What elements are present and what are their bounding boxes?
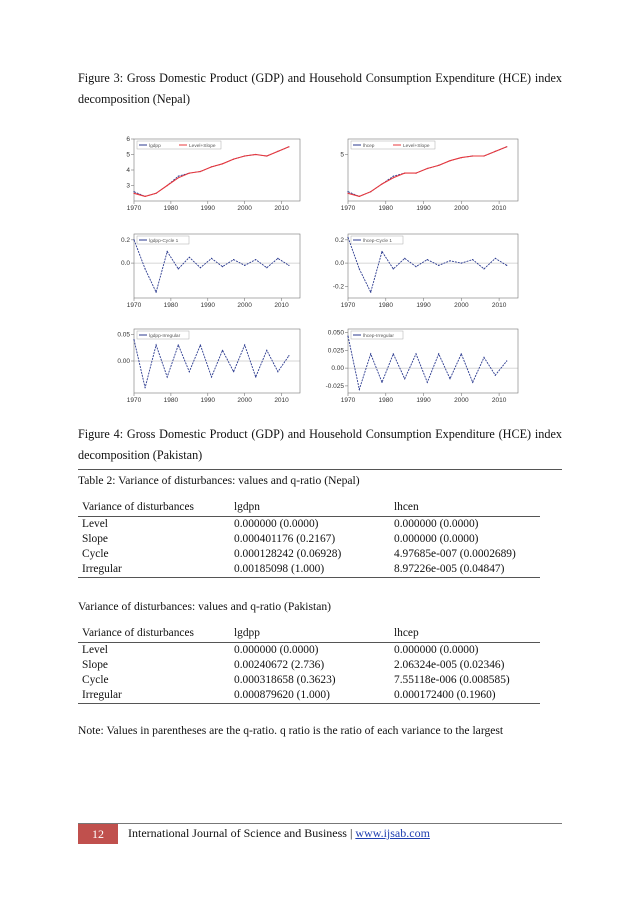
y-tick-label: 6 (126, 136, 130, 143)
data-point (483, 268, 484, 269)
data-point (495, 258, 496, 259)
data-point (370, 191, 371, 192)
data-point (347, 191, 348, 192)
legend-label: lhcep-Cycle 1 (363, 239, 393, 244)
data-point (461, 263, 462, 264)
x-tick-label: 2010 (274, 397, 289, 404)
data-point (277, 151, 278, 152)
data-point (178, 344, 179, 345)
data-point (393, 268, 394, 269)
data-point (156, 193, 157, 194)
data-point (178, 268, 179, 269)
y-tick-label: -0.025 (325, 382, 344, 390)
data-point (244, 265, 245, 266)
plot-panel-4 (345, 234, 518, 301)
table-cell: 0.000879620 (1.000) (230, 688, 390, 704)
data-point (145, 268, 146, 269)
data-point (255, 376, 256, 377)
data-point (347, 237, 348, 238)
legend-label: lgdpp-Irregular (149, 334, 181, 339)
table-row (78, 643, 540, 659)
data-point (438, 265, 439, 266)
page-number: 12 (78, 824, 118, 844)
data-point (189, 371, 190, 372)
data-point (200, 267, 201, 268)
x-tick-label: 1990 (416, 205, 431, 212)
y-tick-label: 3 (126, 182, 130, 190)
legend-label: lhcep-Irregular (363, 334, 394, 339)
y-tick-label: 0.050 (327, 329, 344, 337)
table-note: Note: Values in parentheses are the q-ratio. q ratio is the ratio of each variance to the largest (78, 724, 504, 737)
data-point (483, 155, 484, 156)
table-cell: 0.000318658 (0.3623) (234, 674, 336, 686)
legend-label: lgdpp (149, 144, 161, 149)
data-point (255, 259, 256, 260)
x-tick-label: 1980 (163, 397, 179, 404)
table-cell: 0.00240672 (2.736) (234, 659, 325, 671)
data-point (277, 371, 278, 372)
table-cell: 0.000000 (0.0000) (234, 644, 319, 656)
decomposition-plot-grid (112, 135, 528, 413)
y-tick-label: 0.2 (334, 236, 344, 244)
data-point (189, 257, 190, 258)
x-tick-label: 1980 (378, 302, 394, 309)
table-cell: Slope (82, 659, 108, 671)
table-row (78, 532, 540, 547)
x-tick-label: 2000 (454, 205, 469, 212)
header-cell: lhcen (390, 498, 540, 517)
x-tick-label: 2010 (491, 397, 507, 404)
table-cell: 4.97685e-007 (0.0002689) (394, 548, 516, 560)
table-cell: 2.06324e-005 (0.02346) (394, 659, 505, 671)
footer-rule (78, 823, 562, 824)
data-point (404, 258, 405, 259)
table-cell: 0.000000 (0.0000) (394, 518, 479, 530)
data-point (359, 389, 360, 390)
y-tick-label: 0.2 (120, 236, 130, 244)
data-point (427, 168, 428, 169)
data-point (233, 371, 234, 372)
data-point (359, 196, 360, 197)
pakistan-table-caption: Variance of disturbances: values and q-ratio (Pakistan) (78, 600, 332, 613)
legend-label: Level+Slope (189, 144, 216, 149)
data-point (381, 251, 382, 252)
data-point (483, 357, 484, 358)
data-point (472, 155, 473, 156)
y-tick-label: 4 (126, 167, 130, 174)
plot-panel-6 (345, 329, 518, 396)
data-point (393, 353, 394, 354)
table-row (78, 517, 540, 533)
table-cell: 7.55118e-006 (0.008585) (394, 674, 510, 686)
x-tick-label: 1970 (126, 397, 142, 404)
data-point (244, 344, 245, 345)
data-point (178, 176, 179, 177)
x-tick-label: 1990 (416, 302, 431, 309)
data-point (266, 267, 267, 268)
data-point (156, 292, 157, 293)
y-tick-label: -0.2 (332, 283, 344, 291)
data-point (156, 344, 157, 345)
x-tick-label: 1980 (163, 302, 179, 309)
table-header-row (78, 498, 540, 517)
data-point (506, 146, 507, 147)
figure3-caption: Figure 3: Gross Domestic Product (GDP) and Household Consumption Expenditure (HCE) index decomposition (Nepal) (78, 71, 562, 106)
data-point (233, 259, 234, 260)
figure4-caption: Figure 4: Gross Domestic Product (GDP) and Household Consumption Expenditure (HCE) index decomposition (Pakistan) (78, 427, 562, 462)
x-tick-label: 1980 (163, 205, 179, 212)
data-point (359, 268, 360, 269)
data-point (404, 378, 405, 379)
data-point (277, 258, 278, 259)
x-tick-label: 1970 (340, 397, 356, 404)
data-point (288, 355, 289, 356)
x-tick-label: 1970 (340, 205, 356, 212)
x-tick-label: 2000 (454, 397, 469, 404)
journal-link[interactable]: www.ijsab.com (355, 826, 430, 840)
y-tick-label: 0.0 (120, 260, 130, 268)
data-point (370, 292, 371, 293)
data-point (200, 344, 201, 345)
table-cell: Irregular (78, 688, 230, 704)
data-point (347, 193, 348, 194)
x-tick-label: 1980 (378, 397, 394, 404)
data-point (347, 336, 348, 337)
data-point (415, 266, 416, 267)
data-point (222, 350, 223, 351)
data-point (266, 350, 267, 351)
data-point (244, 155, 245, 156)
plot-panel-5 (131, 329, 300, 396)
header-cell: lgdpp (230, 624, 390, 643)
x-tick-label: 2010 (491, 205, 507, 212)
decomposition-figure (112, 135, 528, 413)
data-point (211, 166, 212, 167)
table-row (78, 547, 540, 562)
table-cell: Cycle (82, 674, 109, 686)
x-tick-label: 1980 (378, 205, 394, 212)
data-point (449, 260, 450, 261)
data-point (381, 382, 382, 383)
data-point (211, 376, 212, 377)
table-cell: Irregular (78, 562, 230, 578)
x-tick-label: 1970 (126, 302, 142, 309)
header-cell: lhcep (390, 624, 540, 643)
data-point (461, 157, 462, 158)
data-point (167, 376, 168, 377)
data-point (266, 155, 267, 156)
data-point (427, 259, 428, 260)
data-point (495, 151, 496, 152)
data-point (404, 173, 405, 174)
table-cell: 0.000000 (0.0000) (394, 644, 479, 656)
data-point (381, 183, 382, 184)
x-tick-label: 2000 (237, 205, 252, 212)
y-tick-label: 5 (340, 151, 344, 159)
data-point (233, 159, 234, 160)
table-row (78, 688, 540, 704)
x-tick-label: 1990 (416, 397, 431, 404)
nepal-variance-table (78, 498, 540, 578)
data-point (167, 185, 168, 186)
data-point (393, 177, 394, 178)
table-row (78, 562, 540, 578)
data-point (133, 239, 134, 240)
data-point (415, 173, 416, 174)
y-tick-label: 5 (126, 151, 130, 159)
data-point (255, 154, 256, 155)
table2-caption: Table 2: Variance of disturbances: values and q-ratio (Nepal) (78, 474, 360, 487)
table-header-row (78, 624, 540, 643)
data-point (506, 265, 507, 266)
x-tick-label: 1970 (340, 302, 356, 309)
data-point (415, 353, 416, 354)
pakistan-variance-table (78, 624, 540, 704)
data-point (133, 191, 134, 192)
plot-panel-3 (131, 234, 300, 301)
data-point (222, 266, 223, 267)
table-cell: 0.000401176 (0.2167) (234, 533, 336, 545)
table-cell: 0.00185098 (1.000) (230, 562, 390, 578)
table-cell: Level (82, 644, 108, 656)
y-tick-label: 0.05 (117, 331, 130, 339)
data-point (472, 382, 473, 383)
data-point (145, 387, 146, 388)
data-point (189, 173, 190, 174)
footer-separator: | (346, 826, 356, 840)
legend-label: Level+Slope (403, 144, 430, 149)
journal-name: International Journal of Science and Business (128, 826, 347, 840)
data-point (472, 259, 473, 260)
data-point (200, 171, 201, 172)
data-point (211, 258, 212, 259)
data-point (222, 163, 223, 164)
y-tick-label: 0.0 (334, 260, 344, 268)
table-top-rule (78, 469, 562, 470)
legend-label: lhcep (363, 144, 375, 149)
legend-label: lgdpp-Cycle 1 (149, 239, 179, 244)
data-point (133, 193, 134, 194)
table-cell: 0.000000 (0.0000) (234, 518, 319, 530)
data-point (145, 196, 146, 197)
x-tick-label: 2000 (454, 302, 469, 309)
x-tick-label: 2000 (237, 302, 252, 309)
table-cell: 0.000128242 (0.06928) (234, 548, 342, 560)
x-tick-label: 2010 (274, 302, 289, 309)
y-tick-label: 0.00 (117, 358, 130, 365)
data-point (167, 251, 168, 252)
data-point (438, 353, 439, 354)
data-point (178, 177, 179, 178)
data-point (449, 378, 450, 379)
y-tick-label: 0.00 (331, 365, 344, 373)
x-tick-label: 2010 (274, 205, 289, 212)
header-cell: Variance of disturbances (78, 624, 230, 643)
table-cell: Cycle (82, 548, 109, 560)
data-point (461, 353, 462, 354)
x-tick-label: 2010 (491, 302, 507, 309)
x-tick-label: 1970 (126, 205, 142, 212)
data-point (393, 176, 394, 177)
data-point (288, 265, 289, 266)
data-point (449, 160, 450, 161)
data-point (288, 146, 289, 147)
data-point (133, 339, 134, 340)
data-point (506, 360, 507, 361)
y-tick-label: 0.025 (327, 347, 344, 355)
table-row (78, 658, 540, 673)
data-point (370, 353, 371, 354)
data-point (495, 375, 496, 376)
x-tick-label: 2000 (237, 397, 252, 404)
header-cell: lgdpn (230, 498, 390, 517)
table-row (78, 673, 540, 688)
data-point (427, 382, 428, 383)
footer-journal (128, 826, 430, 841)
header-cell: Variance of disturbances (78, 498, 230, 517)
table-cell: 0.000172400 (0.1960) (390, 688, 540, 704)
x-tick-label: 1990 (200, 205, 216, 212)
x-tick-label: 1990 (200, 302, 216, 309)
table-cell: Slope (82, 533, 108, 545)
data-point (438, 165, 439, 166)
table-cell: 8.97226e-005 (0.04847) (390, 562, 540, 578)
x-tick-label: 1990 (200, 397, 216, 404)
table-cell: Level (82, 518, 108, 530)
table-cell: 0.000000 (0.0000) (394, 533, 479, 545)
